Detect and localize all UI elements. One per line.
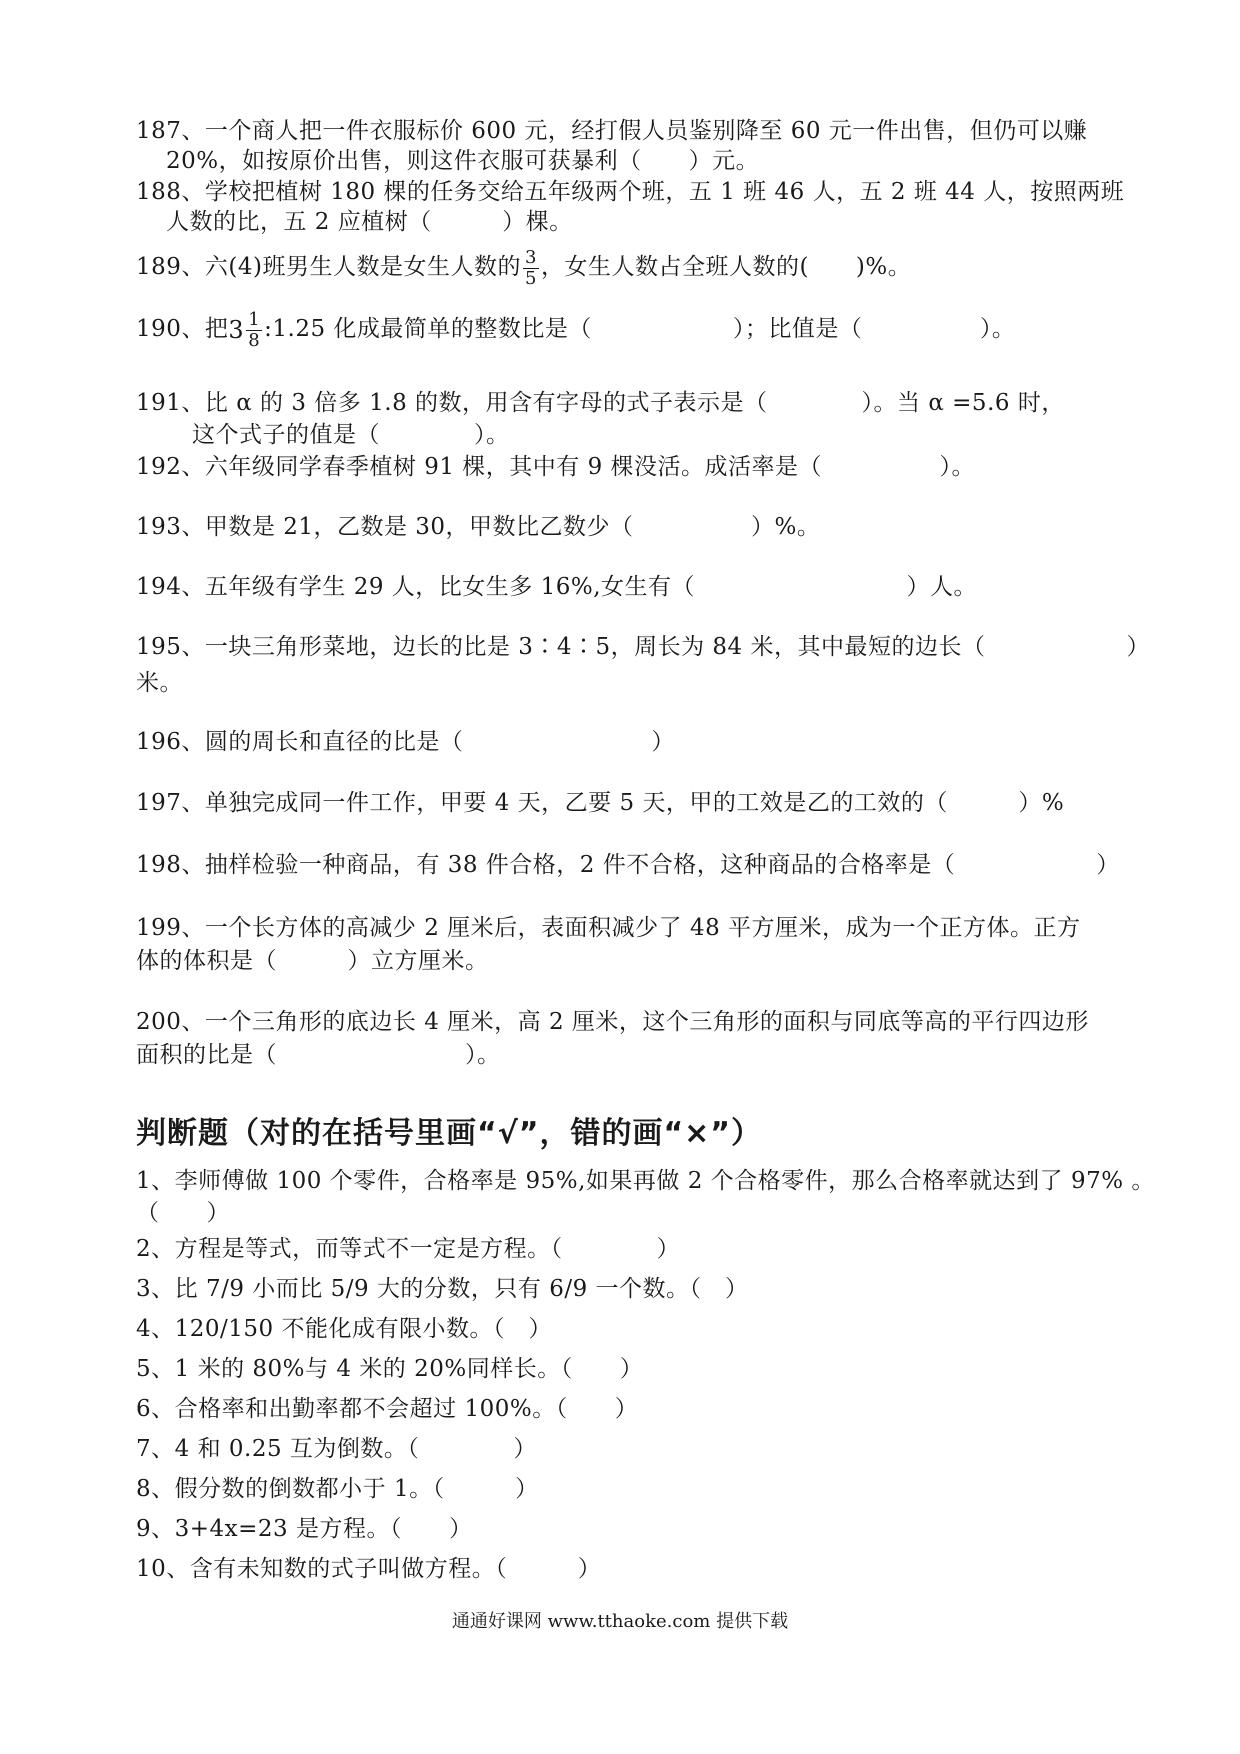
fraction-numerator: 1 [248, 308, 261, 330]
judgment-item-10: 10、含有未知数的式子叫做方程。（ ） [136, 1556, 602, 1582]
judgment-item-7: 7、4 和 0.25 互为倒数。（ ） [136, 1436, 537, 1462]
question-189 [136, 238, 911, 296]
question-193: 193、甲数是 21，乙数是 30，甲数比乙数少（ ）%。 [136, 514, 821, 540]
judgment-item-4: 4、120/150 不能化成有限小数。（ ） [136, 1316, 552, 1342]
judgment-item-1-bracket: （ ） [136, 1200, 230, 1226]
question-197: 197、单独完成同一件工作，甲要 4 天，乙要 5 天，甲的工效是乙的工效的（ ）% [136, 790, 1065, 816]
fraction-denominator: 8 [248, 329, 261, 351]
question-190-text-before: 190、把 [136, 316, 229, 342]
question-190 [136, 300, 1015, 359]
fraction-3-5 [523, 248, 539, 289]
question-199-line2: 体的体积是（ ）立方厘米。 [136, 948, 489, 974]
fraction-numerator: 3 [524, 246, 537, 268]
question-195-line2: 米。 [136, 670, 183, 696]
question-200-line2: 面积的比是（ ）。 [136, 1042, 501, 1068]
judgment-item-3: 3、比 7/9 小而比 5/9 大的分数，只有 6/9 一个数。（ ） [136, 1276, 749, 1302]
page-footer: 通通好课网 www.tthaoke.com 提供下载 [451, 1611, 789, 1632]
question-189-text-after: ，女生人数占全班人数的( )%。 [540, 254, 912, 280]
question-198: 198、抽样检验一种商品，有 38 件合格，2 件不合格，这种商品的合格率是（ ） [136, 852, 1120, 878]
judgment-item-1: 1、李师傅做 100 个零件，合格率是 95%,如果再做 2 个合格零件，那么合格率就达到了 97% 。 [136, 1168, 1155, 1194]
question-188-line2: 人数的比，五 2 应植树（ ）棵。 [166, 209, 573, 235]
question-187-line2: 20%，如按原价出售，则这件衣服可获暴利（ ）元。 [166, 148, 760, 174]
question-191-line2: 这个式子的值是（ ）。 [192, 422, 510, 448]
question-187-line1: 187、一个商人把一件衣服标价 600 元，经打假人员鉴别降至 60 元一件出售，但仍可以赚 [136, 118, 1088, 144]
judgment-item-6: 6、合格率和出勤率都不会超过 100%。（ ） [136, 1396, 639, 1422]
mixed-number-whole: 3 [228, 316, 245, 344]
fraction-1-8 [246, 310, 262, 351]
question-188-line1: 188、学校把植树 180 棵的任务交给五年级两个班，五 1 班 46 人，五 2 班 44 人，按照两班 [136, 179, 1125, 205]
question-189-text-before: 189、六(4)班男生人数是女生人数的 [136, 254, 521, 280]
judgment-item-2: 2、方程是等式，而等式不一定是方程。（ ） [136, 1236, 681, 1262]
judgment-item-5: 5、1 米的 80%与 4 米的 20%同样长。（ ） [136, 1356, 644, 1382]
question-192: 192、六年级同学春季植树 91 棵，其中有 9 棵没活。成活率是（ ）。 [136, 454, 976, 480]
judgment-item-8: 8、假分数的倒数都小于 1。（ ） [136, 1476, 539, 1502]
judgment-section-heading: 判断题（对的在括号里画“√”，错的画“×”） [136, 1116, 763, 1151]
question-191-line1: 191、比 α 的 3 倍多 1.8 的数，用含有字母的式子表示是（ ）。当 α =5.6 时， [136, 390, 1065, 416]
question-199-line1: 199、一个长方体的高减少 2 厘米后，表面积减少了 48 平方厘米，成为一个正方体。正方 [136, 915, 1081, 941]
question-194: 194、五年级有学生 29 人，比女生多 16%,女生有（ ）人。 [136, 574, 978, 600]
question-200-line1: 200、一个三角形的底边长 4 厘米，高 2 厘米，这个三角形的面积与同底等高的平行四边形 [136, 1009, 1089, 1035]
question-196: 196、圆的周长和直径的比是（ ） [136, 729, 675, 755]
judgment-item-9: 9、3+4x=23 是方程。（ ） [136, 1516, 473, 1542]
question-195-line1: 195、一块三角形菜地，边长的比是 3∶4∶5，周长为 84 米，其中最短的边长（ ） [136, 634, 1150, 660]
question-190-text-after: :1.25 化成最简单的整数比是（ ）；比值是（ ）。 [264, 316, 1016, 342]
fraction-denominator: 5 [524, 267, 537, 289]
